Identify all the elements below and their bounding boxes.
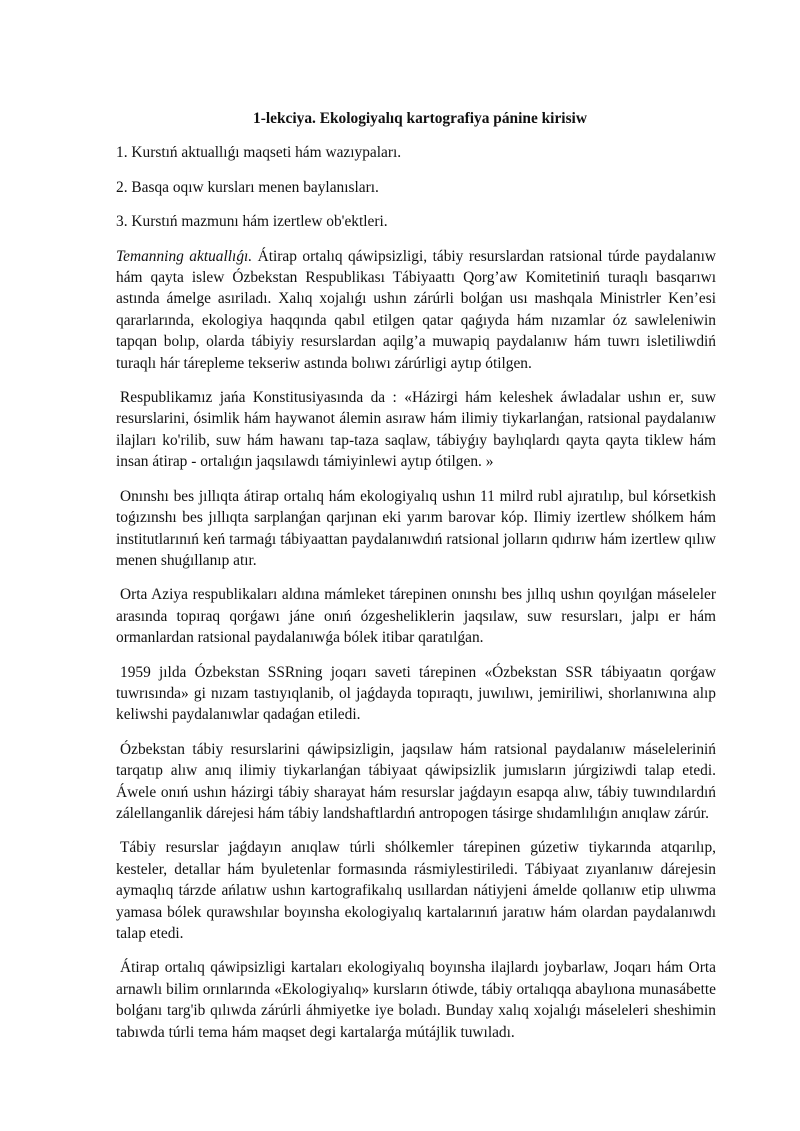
paragraph (116, 584, 716, 648)
paragraph (116, 837, 716, 944)
paragraph-text: Respublikamız jańa Konstitusiyasında da : «Házirgi hám keleshek áwladalar ushın er, suw resurslarini, ósimlik hám haywanot álemin asıraw hám ilimiy tiykarlanǵan, ratsional paydalanıw ilajları ko'rilib, suw hám hawanı tap-taza saqlaw, tábiyǵıy baylıqlardı qayta qayta tiklew hám insan átirap - ortalıǵın jaqsılawdı támiyinlewi aytıp ótilgen. » (116, 389, 716, 471)
paragraph-lead: Temanning aktuallıǵı. (116, 247, 253, 265)
paragraph-relevance (116, 246, 716, 374)
list-item: 1. Kurstıń aktuallıǵı maqseti hám wazıypaları. (116, 144, 402, 162)
paragraph-text: Tábiy resurslar jaǵdayın anıqlaw túrli shólkemler tárepinen gúzetiw tiykarında atqarılıp, kesteler, detallar hám byuletenlar formasında rásmiylestiriledi. Tábiyaat zıyanlanıw dárejesin aymaqlıq tárzde ańlatıw ushın kartografikalıq usıllardan nátiyjeni ámelde qollanıw etip ulıwma yamasa bólek qurawshılar boyınsha ekologiyalıq kartalarınıń jaratıw hám olardan paydalanıwdı talap etedi. (116, 839, 716, 942)
paragraph (116, 739, 716, 825)
list-item: 2. Basqa oqıw kursları menen baylanısları. (116, 178, 379, 196)
paragraph-text: 1959 jılda Ózbekstan SSRning joqarı saveti tárepinen «Ózbekstan SSR tábiyaatın qorǵaw tuwrısında» gi nızam tastıyıqlanib, ol jaǵdayda topıraqtı, juwılıwı, jemiriliwi, shorlanıwına alıp keliwshi paydalanıwlar qadaǵan etiledi. (116, 663, 716, 724)
paragraph-text: Átirap ortalıq qáwipsizligi, tábiy resurslardan ratsional túrde paydalanıw hám qayta islew Ózbekstan Respublikası Tábiyaattı Qorg’aw Komitetiniń turaqlı basqarıwı astında ámelge asıriladı. Xalıq xojalıǵı ushın zárúrli bolǵan usı mashqala Ministrler Ken’esi qararlarında, ekologiya haqqında qabıl etilgen qatar qaǵıyda hám nızamlar óz sawleleniwin tapqan bolıp, olarda tábiyiy resurslardan aqilg’a muwapiq paydalanıw hám tuwrı isletiliwdiń turaqlı hár tárepleme tekseriw astında bolıwı zárúrligi aytıp ótilgen. (116, 247, 716, 372)
paragraph-text: Átirap ortalıq qáwipsizligi kartaları ekologiyalıq boyınsha ilajlardı joybarlaw, Joqarı hám Orta arnawlı bilim orınlarında «Ekologiyalıq» kursların ótiwde, tábiy ortalıqqa abaylıona munasábette bolǵanı targ'ib qılıwda zárúrli áhmiyetke iye boladı. Bunday xalıq xojalıǵı máseleleri sheshimin tabıwda túrli tema hám maqset degi kartalarǵa mútájlik tuwıladı. (116, 959, 716, 1041)
paragraph (116, 957, 716, 1043)
lecture-title: 1-lekciya. Ekologiyalıq kartografiya pánine kirisiw (253, 110, 587, 127)
list-item: 3. Kurstıń mazmunı hám izertlew ob'ektleri. (116, 213, 388, 231)
paragraph (116, 662, 716, 726)
paragraph-text: Orta Aziya respublikaları aldına mámleket tárepinen onınshı bes jıllıq ushın qoyılǵan máseleler arasında topıraq qorǵawı jáne onıń ózgesheliklerin jaqsılaw, suw resursları, jalpı er hám ormanlardan ratsional paydalanıwǵa bólek itibar qaratılǵan. (116, 586, 716, 647)
paragraph (116, 387, 716, 473)
paragraph-text: Ózbekstan tábiy resurslarini qáwipsizligin, jaqsılaw hám ratsional paydalanıw máseleleriniń tarqatıp alıw anıq ilimiy tiykarlanǵan tábiyaat qáwipsizlik jumısların júrgiziwdi talap etedi. Áwele onıń ushın házirgi tábiy sharayat hám resurslar jaǵdayın esapqa alıw, tábiy tuwındılardıń zálellanganlik dárejesi hám tábiy landshaftlardıń antropogen tásirge shıdamlılıǵın anıqlaw zárúr. (116, 740, 716, 822)
paragraph-text: Onınshı bes jıllıqta átirap ortalıq hám ekologiyalıq ushın 11 milrd rubl ajıratılıp, bul kórsetkish toǵızınshı bes jıllıqta sarplanǵan qarjınan eki yarım barovar kóp. Ilimiy izertlew shólkem hám institutlarınıń keń tarmaǵı tábiyaattan paydalanıwdıń ratsional jolların qıdırıw hám izertlew qılıw menen shuǵıllanıp atır. (116, 487, 716, 569)
paragraph (116, 486, 716, 572)
